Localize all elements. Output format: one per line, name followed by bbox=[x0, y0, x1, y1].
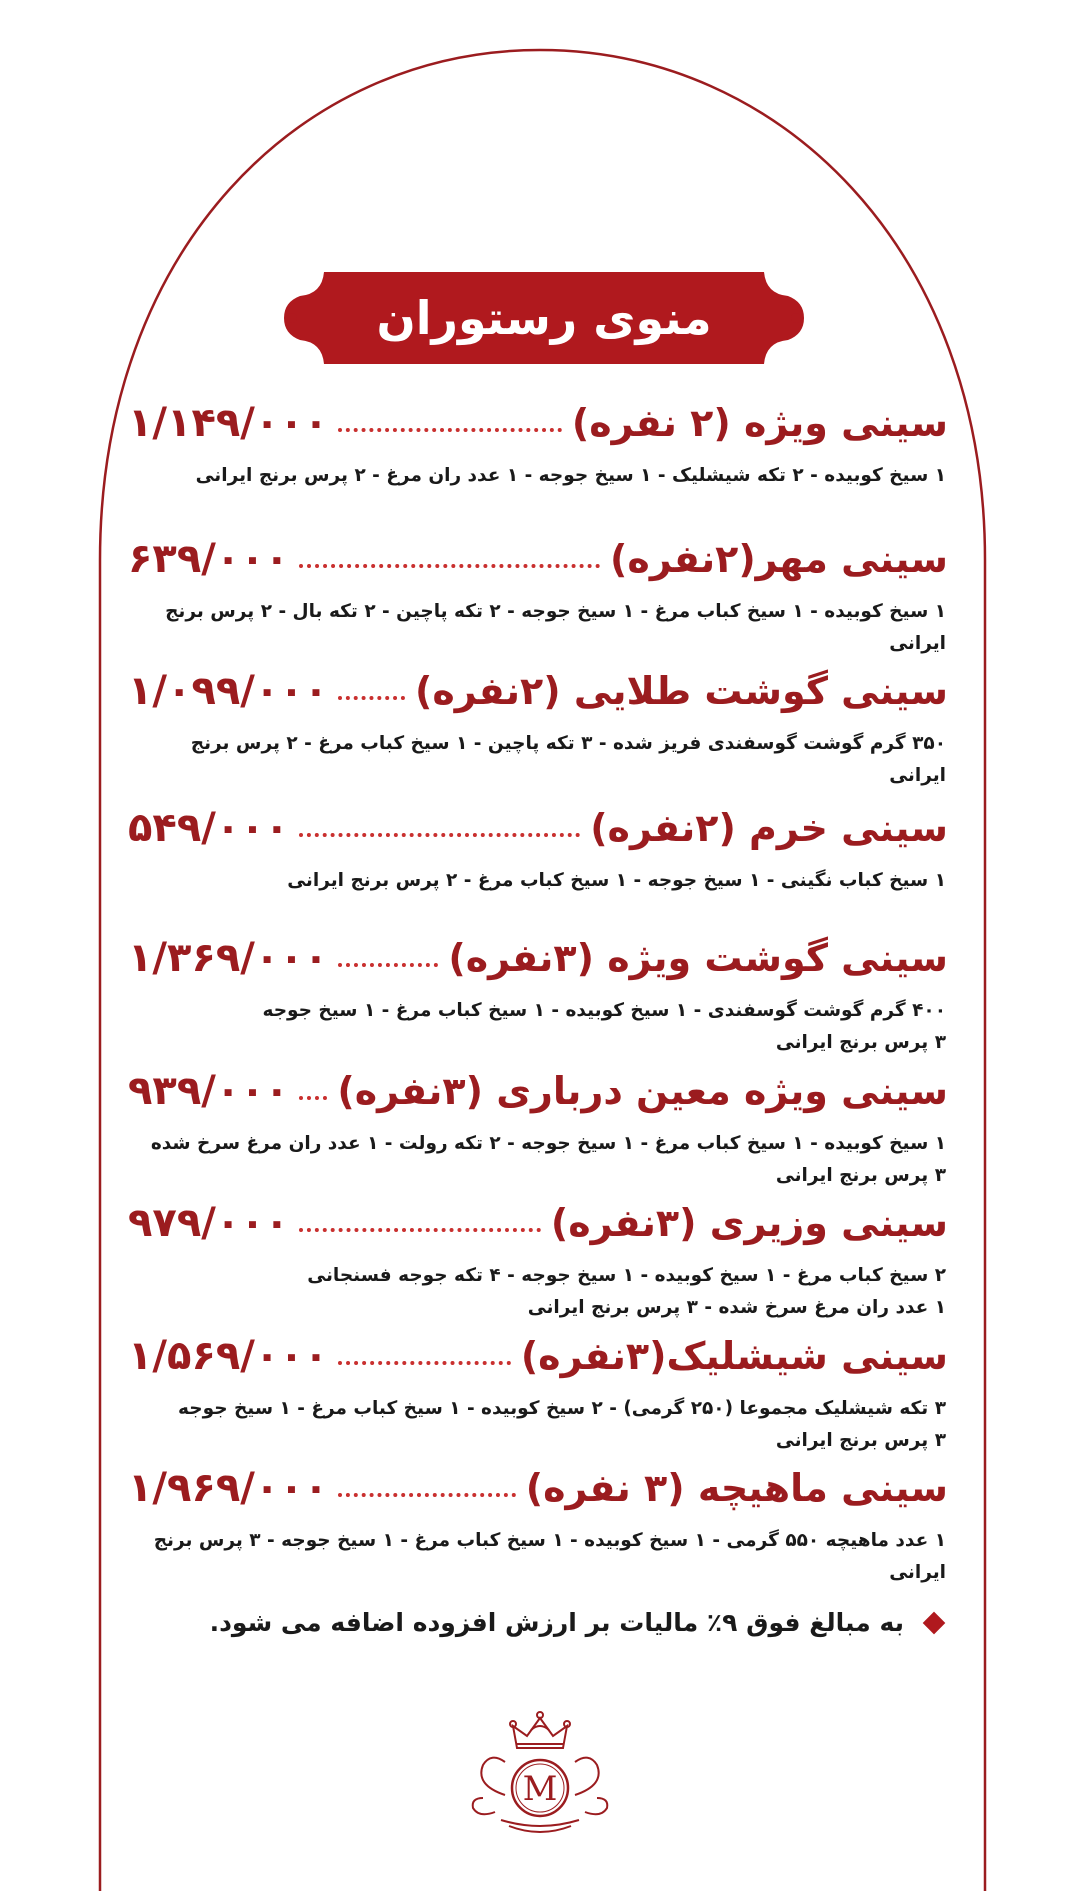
tax-note bbox=[128, 1608, 948, 1637]
item-price: ۱/۹۶۹/۰۰۰ bbox=[128, 1465, 329, 1511]
description-line: ۳ تکه شیشلیک مجموعا (۲۵۰ گرمی) - ۲ سیخ کوبیده - ۱ سیخ کباب مرغ - ۱ سیخ جوجه bbox=[178, 1398, 946, 1419]
title-banner bbox=[284, 272, 804, 364]
dot-leader bbox=[338, 963, 438, 967]
item-price: ۱/۳۶۹/۰۰۰ bbox=[128, 935, 329, 981]
crown-icon bbox=[510, 1712, 570, 1748]
item-name: سینی خرم (۲نفره) bbox=[590, 806, 948, 850]
description-line: ۳۵۰ گرم گوشت گوسفندی فریز شده - ۳ تکه پاچین - ۱ سیخ کباب مرغ - ۲ پرس برنج ایرانی bbox=[190, 733, 946, 786]
description-line: ۱ سیخ کوبیده - ۱ سیخ کباب مرغ - ۱ سیخ جوجه - ۲ تکه رولت - ۱ عدد ران مرغ سرخ شده bbox=[150, 1133, 946, 1154]
menu-item bbox=[128, 400, 948, 492]
description-line: ۱ سیخ کوبیده - ۲ تکه شیشلیک - ۱ سیخ جوجه - ۱ عدد ران مرغ - ۲ پرس برنج ایرانی bbox=[195, 465, 946, 486]
logo-letter: M bbox=[522, 1769, 558, 1809]
description-line: ۱ عدد ماهیچه ۵۵۰ گرمی - ۱ سیخ کوبیده - ۱ سیخ کباب مرغ - ۱ سیخ جوجه - ۳ پرس برنج ایرانی bbox=[153, 1530, 946, 1583]
menu-item bbox=[128, 1068, 948, 1192]
menu-item bbox=[128, 668, 948, 792]
menu-item bbox=[128, 1465, 948, 1589]
tax-note-text: به مبالغ فوق ۹٪ مالیات بر ارزش افزوده اضافه می شود. bbox=[209, 1608, 904, 1637]
item-name: سینی وزیری (۳نفره) bbox=[550, 1201, 948, 1245]
item-name: سینی ویژه (۲ نفره) bbox=[571, 401, 948, 445]
menu-item bbox=[128, 536, 948, 660]
item-price: ۱/۰۹۹/۰۰۰ bbox=[128, 668, 329, 714]
dot-leader bbox=[338, 1361, 511, 1365]
dot-leader bbox=[299, 1096, 327, 1100]
dot-leader bbox=[299, 564, 600, 568]
menu-item bbox=[128, 935, 948, 1059]
item-price: ۶۳۹/۰۰۰ bbox=[128, 536, 290, 582]
dot-leader bbox=[299, 1228, 541, 1232]
item-price: ۵۴۹/۰۰۰ bbox=[128, 805, 290, 851]
dot-leader bbox=[338, 696, 405, 700]
item-description bbox=[128, 728, 948, 792]
item-name: سینی مهر(۲نفره) bbox=[610, 537, 948, 581]
diamond-bullet-icon bbox=[923, 1611, 946, 1634]
description-line: ۳ پرس برنج ایرانی bbox=[775, 1430, 946, 1451]
item-description bbox=[128, 1260, 948, 1324]
description-line: ۳ پرس برنج ایرانی bbox=[775, 1165, 946, 1186]
item-description bbox=[128, 1393, 948, 1457]
menu-item bbox=[128, 1200, 948, 1324]
description-line: ۳ پرس برنج ایرانی bbox=[775, 1032, 946, 1053]
page-title: منوی رستوران bbox=[376, 291, 712, 345]
menu-item bbox=[128, 805, 948, 897]
item-description bbox=[128, 460, 948, 492]
item-description bbox=[128, 1128, 948, 1192]
item-price: ۹۳۹/۰۰۰ bbox=[128, 1068, 290, 1114]
description-line: ۲ سیخ کباب مرغ - ۱ سیخ کوبیده - ۱ سیخ جوجه - ۴ تکه جوجه فسنجانی bbox=[307, 1265, 946, 1286]
description-line: ۱ سیخ کوبیده - ۱ سیخ کباب مرغ - ۱ سیخ جوجه - ۲ تکه پاچین - ۲ تکه بال - ۲ پرس برنج ایرانی bbox=[165, 601, 946, 654]
item-price: ۱/۱۴۹/۰۰۰ bbox=[128, 400, 329, 446]
dot-leader bbox=[299, 833, 580, 837]
logo bbox=[465, 1700, 615, 1850]
dot-leader bbox=[338, 428, 562, 432]
item-description bbox=[128, 865, 948, 897]
dot-leader bbox=[338, 1493, 516, 1497]
item-name: سینی گوشت ویژه (۳نفره) bbox=[448, 936, 948, 980]
description-line: ۴۰۰ گرم گوشت گوسفندی - ۱ سیخ کوبیده - ۱ سیخ کباب مرغ - ۱ سیخ جوجه bbox=[262, 1000, 946, 1021]
item-name: سینی شیشلیک(۳نفره) bbox=[520, 1334, 948, 1378]
item-description bbox=[128, 995, 948, 1059]
description-line: ۱ سیخ کباب نگینی - ۱ سیخ جوجه - ۱ سیخ کباب مرغ - ۲ پرس برنج ایرانی bbox=[287, 870, 946, 891]
menu-item bbox=[128, 1333, 948, 1457]
item-name: سینی گوشت طلایی (۲نفره) bbox=[414, 669, 948, 713]
item-price: ۱/۵۶۹/۰۰۰ bbox=[128, 1333, 329, 1379]
description-line: ۱ عدد ران مرغ سرخ شده - ۳ پرس برنج ایرانی bbox=[527, 1297, 946, 1318]
item-description bbox=[128, 596, 948, 660]
item-name: سینی ویژه معین درباری (۳نفره) bbox=[337, 1069, 948, 1113]
item-price: ۹۷۹/۰۰۰ bbox=[128, 1200, 290, 1246]
item-name: سینی ماهیچه (۳ نفره) bbox=[525, 1466, 948, 1510]
item-description bbox=[128, 1525, 948, 1589]
